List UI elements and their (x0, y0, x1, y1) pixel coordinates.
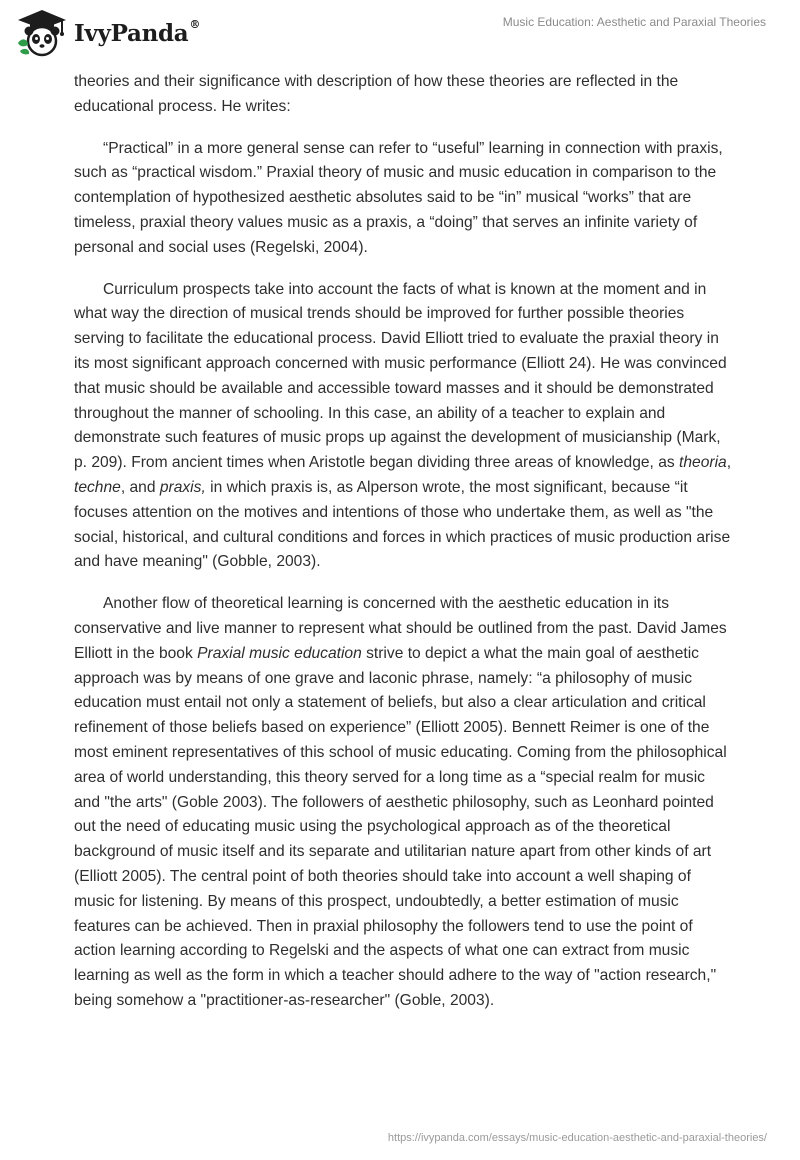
source-url[interactable]: https://ivypanda.com/essays/music-education-aesthetic-and-paraxial-theories/ (387, 1132, 767, 1144)
logo-wordmark: IvyPanda® (74, 17, 201, 47)
term-praxis: praxis, (159, 478, 206, 496)
panda-graduation-cap-icon (14, 7, 70, 57)
page-header (0, 0, 800, 64)
term-techne: techne (74, 478, 121, 496)
paragraph-4: Another flow of theoretical learning is concerned with the aesthetic education in its conservative and live manner to represent what should be outlined from the past. David James Elliott in the book Praxial music education strive to depict a what the main goal of aesthetic approach was by means of one grave and laconic phrase, namely: “a philosophy of music education must entail not only a statement of beliefs, but also a clear articulation and critical refinement of those beliefs based on experience” (Elliott 2005). Bennett Reimer is one of the most eminent representatives of this school of music educating. Coming from the philosophical area of world understanding, this theory served for a long time as a “special realm for music and "the arts" (Goble 2003). The followers of aesthetic philosophy, such as Leonhard pointed out the need of educating music using the psychological approach as of the theoretical background of music itself and its separate and utilitarian nature apart from other kinds of art (Elliott 2005). The central point of both theories should take into account a well shaping of music for listening. By means of this prospect, undoubtedly, a better estimation of music features can be achieved. Then in praxial philosophy the followers tend to use the point of action learning according to Regelski and the aspects of what one can extract from music learning as well as the form in which a teacher should adhere to the way of "action research," being somehow a "practitioner-as-researcher" (Goble, 2003). (74, 595, 727, 1009)
document-title: Music Education: Aesthetic and Paraxial Theories (502, 15, 766, 29)
term-theoria: theoria (679, 454, 727, 472)
essay-body (74, 70, 734, 1031)
ivypanda-logo[interactable] (14, 6, 200, 58)
paragraph-3: Curriculum prospects take into account the facts of what is known at the moment and in what way the direction of musical trends should be improved for further possible theories serving to facilitate the educational process. David Elliott tried to evaluate the praxial theory in its most significant approach concerned with music performance (Elliott 24). He was convinced that music should be available and accessible toward masses and it should be demonstrated throughout the manner of schooling. In this case, an ability of a teacher to explain and demonstrate such features of music props up against the development of musicianship (Mark, p. 209). From ancient times when Aristotle began dividing three areas of knowledge, as theoria, techne, and praxis, in which praxis is, as Alperson wrote, the most significant, because “it focuses attention on the motives and intentions of those who undertake them, as well as "the social, historical, and cultural conditions and forces in which practices of music production arise and have meaning" (Gobble, 2003). (74, 280, 732, 571)
paragraph-1: theories and their significance with description of how these theories are reflected in the educational process. He writes: (74, 73, 679, 115)
paragraph-2-quote: “Practical” in a more general sense can refer to “useful” learning in connection with praxis, such as “practical wisdom.” Praxial theory of music and music education in comparison to the contemplation of hypothesized aesthetic absolutes said to be “in” musical “works” that are timeless, praxial theory values music as a praxis, a “doing” that serves an infinite variety of personal and social uses (Regelski, 2004). (74, 139, 723, 256)
book-title: Praxial music education (197, 644, 362, 662)
